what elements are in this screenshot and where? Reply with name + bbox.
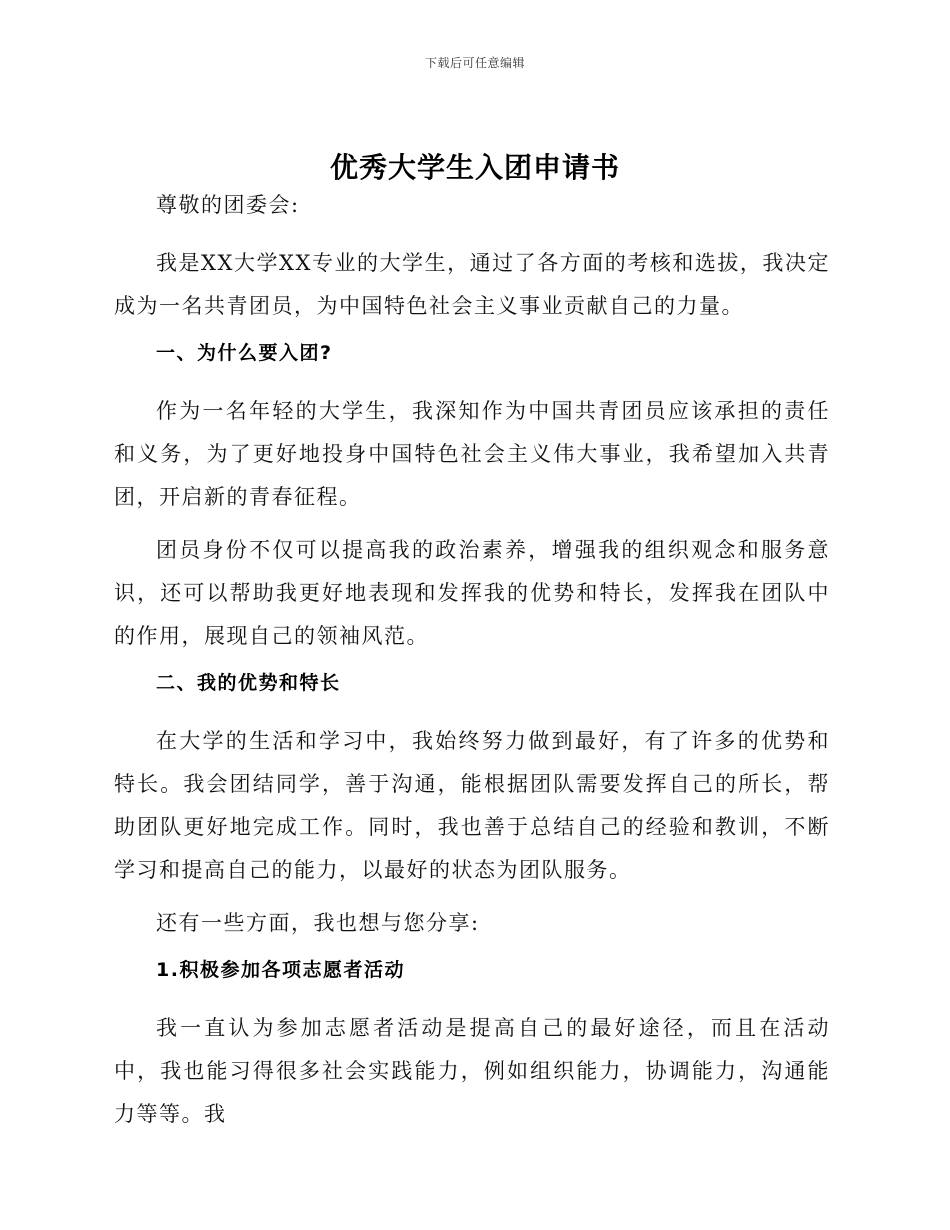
subsection-heading-volunteer: 1.积极参加各项志愿者活动	[156, 959, 405, 981]
section-heading-why-join: 一、为什么要入团?	[156, 342, 333, 364]
section1-paragraph-1: 作为一名年轻的大学生，我深知作为中国共青团员应该承担的责任和义务，为了更好地投身中国特色社会主义伟大事业，我希望加入共青团，开启新的青春征程。	[114, 399, 830, 509]
document-body	[114, 190, 830, 1146]
header-note: 下载后可任意编辑	[424, 56, 525, 70]
section1-paragraph-2: 团员身份不仅可以提高我的政治素养，增强我的组织观念和服务意识，还可以帮助我更好地表现和发挥我的优势和特长，发挥我在团队中的作用，展现自己的领袖风范。	[114, 538, 830, 648]
document-title: 优秀大学生入团申请书	[329, 151, 620, 184]
intro-paragraph: 我是XX大学XX专业的大学生，通过了各方面的考核和选拔，我决定成为一名共青团员，为中国特色社会主义事业贡献自己的力量。	[114, 251, 830, 318]
subsection1-paragraph-1: 我一直认为参加志愿者活动是提高自己的最好途径，而且在活动中，我也能习得很多社会实践能力，例如组织能力，协调能力，沟通能力等等。我	[114, 1016, 830, 1126]
section2-paragraph-2: 还有一些方面，我也想与您分享:	[156, 911, 480, 935]
section-heading-strengths: 二、我的优势和特长	[156, 672, 341, 694]
salutation: 尊敬的团委会:	[156, 193, 300, 217]
section2-paragraph-1: 在大学的生活和学习中，我始终努力做到最好，有了许多的优势和特长。我会团结同学，善于沟通，能根据团队需要发挥自己的所长，帮助团队更好地完成工作。同时，我也善于总结自己的经验和教训，不断学习和提高自己的能力，以最好的状态为团队服务。	[114, 729, 830, 882]
